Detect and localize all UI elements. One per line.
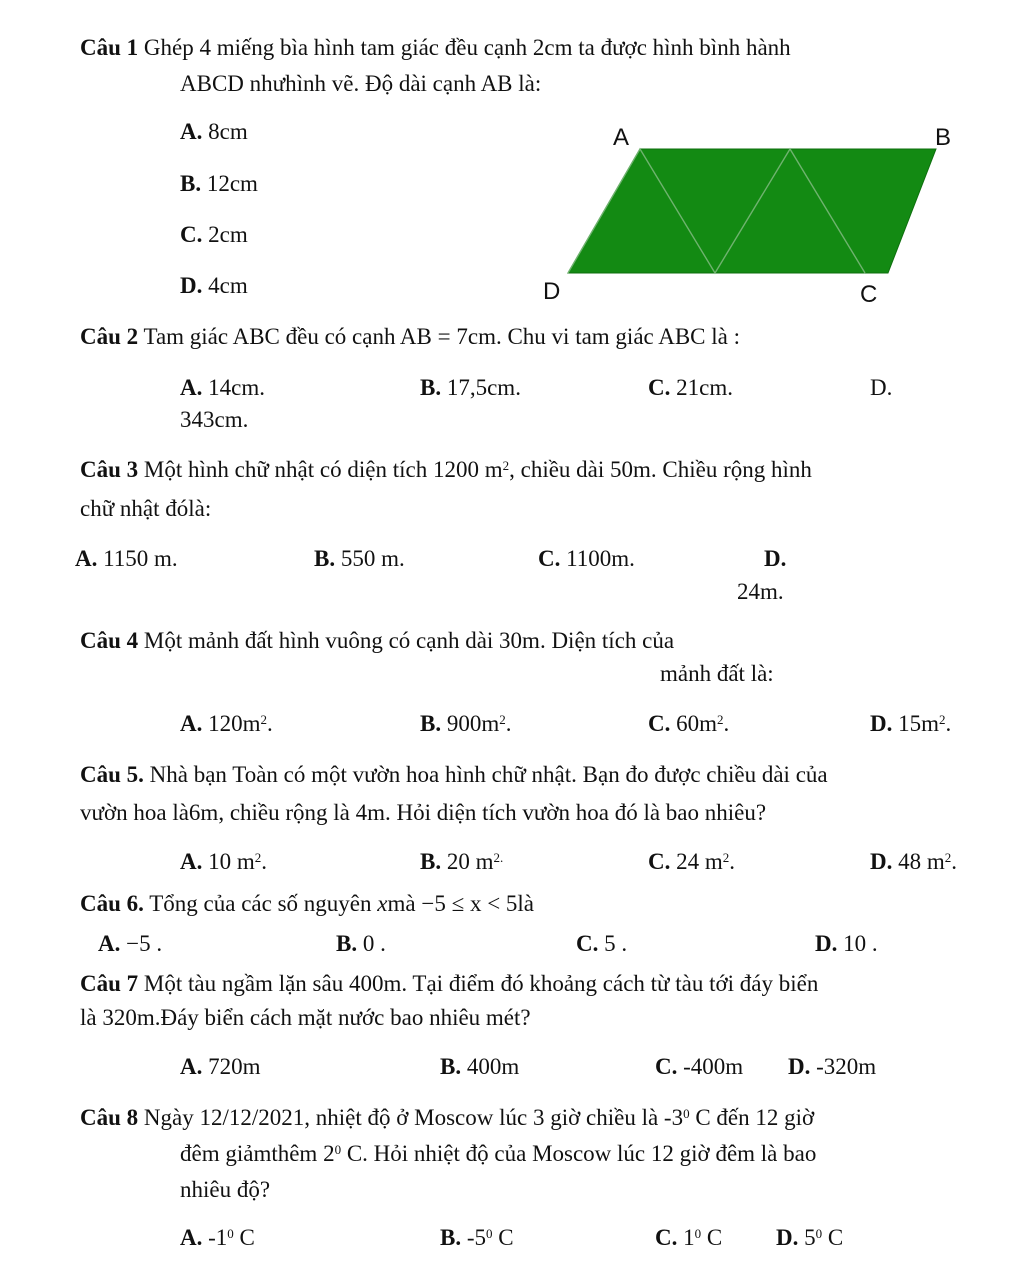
q4-number: Câu 4 [80, 628, 139, 653]
q2-number: Câu 2 [80, 324, 139, 349]
q4-option-b[interactable]: B. $900m^2$. [420, 711, 512, 736]
q2-option-c[interactable]: C. 21cm. [648, 375, 733, 400]
q6-number: Câu 6. [80, 891, 144, 916]
q1-number: Câu 1 [80, 35, 139, 60]
q7-option-a[interactable]: A. 720m [180, 1054, 261, 1079]
q4-stem-line1: Câu 4 Một mảnh đất hình vuông có cạnh dài 30m. Diện tích của [80, 628, 675, 653]
q5-option-a[interactable]: A. 10 $m^2$. [180, 849, 268, 874]
q8-option-c[interactable]: C. $1^0$ C [655, 1225, 723, 1250]
q8-option-b[interactable]: B. $-5^0$ C [440, 1225, 514, 1250]
q3-option-d-text[interactable]: 24m. [737, 579, 784, 604]
q4-stem-line2: mảnh đất là: [660, 661, 774, 686]
q1-stem-text: Ghép 4 miếng bìa hình tam giác đều cạnh 2cm ta được hình bình hành [143, 35, 791, 60]
q3-number: Câu 3 [80, 457, 139, 482]
q4-option-d[interactable]: D. $15m^2$. [870, 711, 952, 736]
vertex-label-d: D [543, 278, 561, 305]
q5-option-b[interactable]: B. 20 $m^{2.}$ [420, 849, 504, 874]
q4-option-a[interactable]: A. $120m^2$. [180, 711, 273, 736]
q2-stem: Câu 2 Tam giác ABC đều có cạnh AB = 7cm. Chu vi tam giác ABC là : [80, 324, 740, 349]
q2-option-d-letter[interactable]: D. [870, 375, 893, 400]
q1-option-d[interactable]: D. 4cm [180, 273, 248, 298]
q1-option-c[interactable]: C. 2cm [180, 222, 248, 247]
parallelogram-figure [560, 140, 960, 280]
q6-option-b[interactable]: B. 0 . [336, 931, 386, 956]
q7-option-c[interactable]: C. -400m [655, 1054, 744, 1079]
vertex-label-b: B [935, 124, 952, 151]
q5-option-c[interactable]: C. 24 $m^2$. [648, 849, 736, 874]
q8-number: Câu 8 [80, 1105, 139, 1130]
vertex-label-a: A [613, 124, 630, 151]
q8-option-a[interactable]: A. $-1^0$ C [180, 1225, 255, 1250]
q3-stem-line1: Câu 3 Một hình chữ nhật có diện tích 1200 $m^2$, chiều dài 50m. Chiều rộng hình [80, 457, 812, 482]
q4-option-c[interactable]: C. $60m^2$. [648, 711, 730, 736]
q3-option-a[interactable]: A. 1150 m. [75, 546, 178, 571]
q2-option-d-text[interactable]: 343cm. [180, 407, 249, 432]
q6-stem: Câu 6. Tổng của các số nguyên xmà −5 ≤ x < 5là [80, 891, 535, 916]
q3-stem-line2: chữ nhật đólà: [80, 496, 212, 521]
q7-option-b[interactable]: B. 400m [440, 1054, 520, 1079]
q6-option-c[interactable]: C. 5 . [576, 931, 628, 956]
q6-option-a[interactable]: A. −5 . [98, 931, 163, 956]
q3-option-b[interactable]: B. 550 m. [314, 546, 405, 571]
q3-option-c[interactable]: C. 1100m. [538, 546, 635, 571]
q5-option-d[interactable]: D. 48 $m^2$. [870, 849, 958, 874]
q7-stem-line2: là 320m.Đáy biển cách mặt nước bao nhiêu mét? [80, 1005, 531, 1030]
q1-stem-line2: ABCD nhưhình vẽ. Độ dài cạnh AB là: [180, 71, 542, 96]
q2-option-a[interactable]: A. 14cm. [180, 375, 265, 400]
q7-number: Câu 7 [80, 971, 139, 996]
q8-stem-line1: Câu 8 Ngày 12/12/2021, nhiệt độ ở Moscow lúc 3 giờ chiều là $-3^0$ C đến 12 giờ [80, 1105, 815, 1130]
q7-option-d[interactable]: D. -320m [788, 1054, 877, 1079]
q1-stem-line1 [80, 34, 791, 62]
q8-stem-line2: đêm giảmthêm $2^0$ C. Hỏi nhiệt độ của Moscow lúc 12 giờ đêm là bao [180, 1141, 817, 1166]
q6-option-d[interactable]: D. 10 . [815, 931, 878, 956]
q8-option-d[interactable]: D. $5^0$ C [776, 1225, 844, 1250]
vertex-label-c: C [860, 281, 878, 308]
q5-number: Câu 5. [80, 762, 144, 787]
q1-option-a[interactable]: A. 8cm [180, 119, 248, 144]
q2-option-b[interactable]: B. 17,5cm. [420, 375, 521, 400]
q3-option-d-letter[interactable]: D. [764, 546, 787, 571]
q5-stem-line2: vườn hoa là6m, chiều rộng là 4m. Hỏi diện tích vườn hoa đó là bao nhiêu? [80, 800, 767, 825]
q5-stem-line1: Câu 5. Nhà bạn Toàn có một vườn hoa hình chữ nhật. Bạn đo được chiều dài của [80, 762, 828, 787]
q1-option-b[interactable]: B. 12cm [180, 171, 258, 196]
q8-stem-line3: nhiêu độ? [180, 1177, 271, 1202]
q7-stem-line1: Câu 7 Một tàu ngầm lặn sâu 400m. Tại điểm đó khoảng cách từ tàu tới đáy biển [80, 971, 819, 996]
